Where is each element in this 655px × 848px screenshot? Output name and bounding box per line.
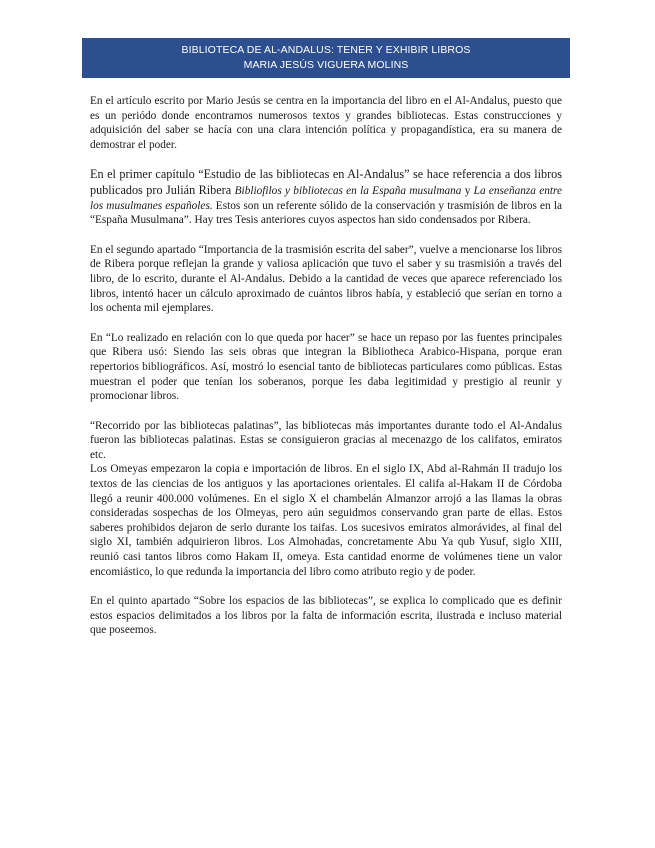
book-title-2: La enseñanza entre los musulmanes españoles. [90,184,563,212]
book-title-1: Bibliofilos y bibliotecas en la España musulmana [234,184,462,197]
document-header [82,38,570,78]
paragraph-intro: En el artículo escrito por Mario Jesús se centra en la importancia del libro en el Al-Andalus, puesto que es un periódo donde encontramos numerosos textos y grandes bibliotecas. Estas construcciones y adquisición del saber se hacía con una clara intención política y propagandística, era su manera de demostrar el poder. [90,95,562,151]
paragraph-omeyas: Los Omeyas empezaron la copia e importación de libros. En el siglo IX, Abd al-Rahmán II tradujo los textos de las ciencias de los antiguos y las aportaciones orientales. El califa al-Hakam II de Córdoba llegó a reunir 400.000 volúmenes. En el siglo X el chambelán Almanzor arrojó a las llamas la obras consideradas sospechas de los Olmeyas, pero aún seguidmos conservando gran parte de ellas. Estos saberes prohibidos dejaron de serlo durante los taifas. Los sucesivos emiratos almorávides, al final del siglo XI, también adquirieron libros. Los Almohadas, concretamente Abu Ya qub Yusuf, siglo XIII, reunió casi tantos libros como Hakam II, omeya. Esta cantidad enorme de volúmenes tiene un valor encomiástico, lo que redunda la importancia del libro como atributo regio y de poder. [90,463,562,578]
paragraph-chapter-1-joiner: y [461,184,474,197]
document-title: BIBLIOTECA DE AL-ANDALUS: TENER Y EXHIBIR LIBROS [181,44,471,56]
paragraph-chapter-2: En el segundo apartado “Importancia de la trasmisión escrita del saber”, vuelve a mencionarse los libros de Ribera porque reflejan la grande y valiosa aplicación que tuvo el saber y su trasmisión a través del libro, de lo escrito, durante el Al-Andalus. Debido a la cantidad de veces que aparece referenciado los libros, intentó hacer un cálculo aproximado de cuántos libros había, y estableció que serían en torno a los ochenta mil ejemplares. [90,243,562,315]
paragraph-chapter-1 [90,167,562,227]
paragraph-chapter-4: “Recorrido por las bibliotecas palatinas”, las bibliotecas más importantes durante todo el Al-Andalus fueron las bibliotecas palatinas. Estas se consiguieron gracias al mecenazgo de los califatos, emiratos etc. [90,419,562,461]
document-author: MARIA JESÚS VIGUERA MOLINS [243,59,409,71]
document-body [90,94,562,638]
paragraph-chapter-1-rest: Estos son un referente sólido de la conservación y trasmisión de libros en la “España Musulmana”. Hay tres Tesis anteriores cuyos aspectos han sido condensados por Ribera. [90,199,562,227]
paragraph-chapter-3: En “Lo realizado en relación con lo que queda por hacer” se hace un repaso por las fuentes principales que Ribera usó: Siendo las seis obras que integran la Bibliotheca Arabico-Hispana, porque eran repertorios bibliográficos. Así, mostró lo esencial tanto de bibliotecas particulares como públicas. Estas muestran el poder que tenían los soberanos, porque les daba legitimidad y prestigio al reunir y promocionar libros. [90,331,562,403]
paragraph-chapter-5: En el quinto apartado “Sobre los espacios de las bibliotecas”, se explica lo complicado que es definir estos espacios delimitados a los libros por la falta de información escrita, ilustrada e incluso material que poseemos. [90,595,562,637]
paragraph-chapter-1-text: En el primer capítulo “Estudio de las bibliotecas en Al-Andalus” se hace referencia a dos libros publicados pro Julián Ribera [90,167,562,197]
